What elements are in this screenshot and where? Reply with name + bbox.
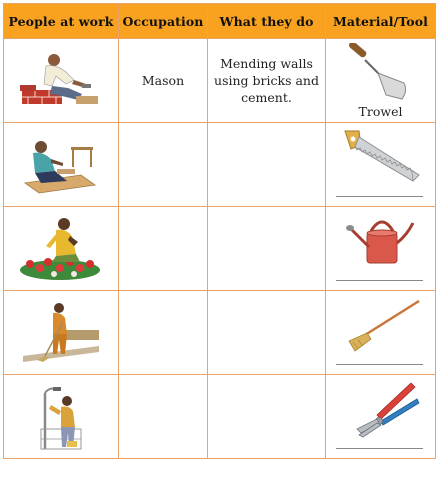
people-cell bbox=[4, 207, 119, 291]
what-they-do-cell bbox=[208, 291, 326, 375]
saw-icon bbox=[341, 127, 421, 185]
what-they-do-cell bbox=[208, 123, 326, 207]
gardener-worker-icon bbox=[18, 216, 104, 282]
broom-icon bbox=[339, 295, 423, 353]
table-row bbox=[4, 207, 436, 291]
occupation-cell bbox=[119, 291, 208, 375]
header-row bbox=[4, 4, 436, 39]
tool-cell bbox=[326, 375, 436, 459]
header-material-tool: Material/Tool bbox=[326, 4, 436, 39]
tool-cell bbox=[326, 291, 436, 375]
tool-label: Trowel bbox=[358, 103, 403, 119]
pliers-icon bbox=[341, 379, 421, 439]
worksheet bbox=[3, 3, 435, 493]
people-cell bbox=[4, 39, 119, 123]
table-row bbox=[4, 123, 436, 207]
tool-cell bbox=[326, 207, 436, 291]
header-what-they-do: What they do bbox=[208, 4, 326, 39]
occupation-cell bbox=[119, 375, 208, 459]
table-row bbox=[4, 375, 436, 459]
electrician-worker-icon bbox=[19, 383, 103, 451]
table-row bbox=[4, 39, 436, 123]
answer-blank-line bbox=[336, 196, 423, 197]
answer-blank-line bbox=[336, 364, 423, 365]
what-they-do-cell bbox=[208, 375, 326, 459]
tool-cell bbox=[326, 123, 436, 207]
what-they-do-cell: Mending walls using bricks and cement. bbox=[208, 39, 326, 123]
watering-can-icon bbox=[341, 211, 421, 269]
occupation-cell: Mason bbox=[119, 39, 208, 123]
occupations-table bbox=[3, 3, 436, 459]
tool-cell bbox=[326, 39, 436, 123]
mason-worker-icon bbox=[16, 50, 106, 112]
carpenter-worker-icon bbox=[21, 133, 101, 197]
header-people: People at work bbox=[4, 4, 119, 39]
answer-blank-line bbox=[336, 448, 423, 449]
sweeper-worker-icon bbox=[19, 300, 103, 366]
people-cell bbox=[4, 375, 119, 459]
trowel-icon bbox=[346, 43, 416, 105]
what-they-do-cell bbox=[208, 207, 326, 291]
answer-blank-line bbox=[336, 280, 423, 281]
people-cell bbox=[4, 123, 119, 207]
header-occupation: Occupation bbox=[119, 4, 208, 39]
occupation-cell bbox=[119, 123, 208, 207]
table-row bbox=[4, 291, 436, 375]
people-cell bbox=[4, 291, 119, 375]
occupation-cell bbox=[119, 207, 208, 291]
